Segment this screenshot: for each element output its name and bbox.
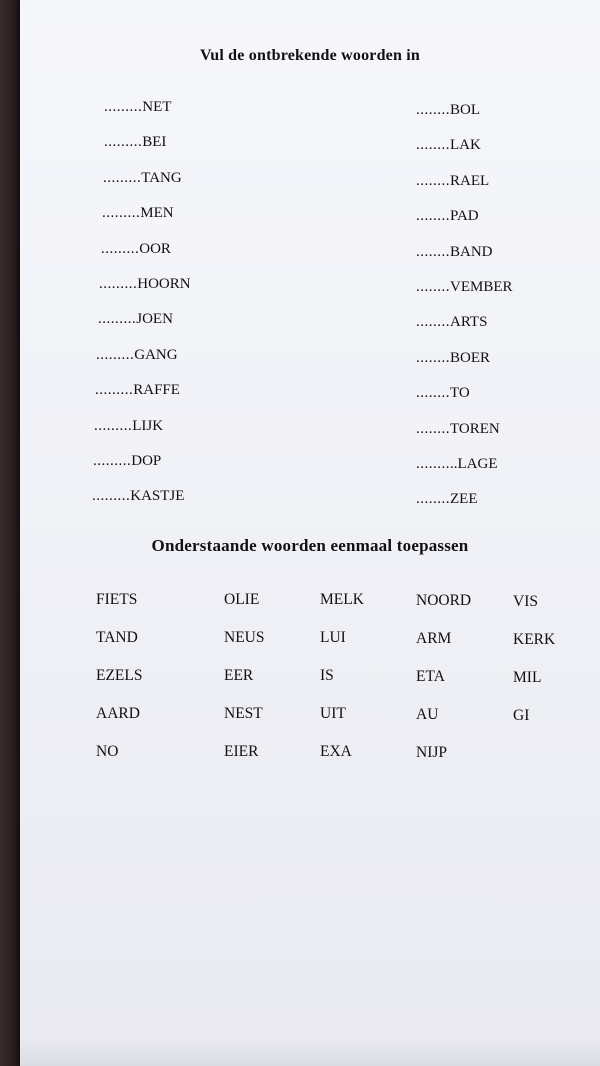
blank-dots: ........ <box>416 137 450 154</box>
paper-shadow <box>20 1038 600 1066</box>
word-bank-item: ETA <box>416 668 445 685</box>
blank-dots: ......... <box>103 169 142 186</box>
blank-item <box>92 381 191 416</box>
word-suffix: DOP <box>131 452 162 469</box>
word-suffix: BEI <box>142 134 167 151</box>
word-bank <box>96 590 573 780</box>
blank-dots: ........ <box>416 102 450 118</box>
word-suffix: BOER <box>450 349 491 366</box>
blank-dots: ........ <box>416 420 450 437</box>
blank-item <box>92 98 191 133</box>
word-suffix: KASTJE <box>130 488 185 505</box>
word-suffix: ..LAGE <box>450 455 498 472</box>
blank-dots: ........ <box>416 314 450 331</box>
word-bank-item: NOORD <box>416 592 472 609</box>
word-bank-item: NEST <box>224 705 263 722</box>
word-suffix: LAK <box>450 137 481 154</box>
word-bank-item: TAND <box>96 629 138 646</box>
word-suffix: NET <box>142 99 172 115</box>
blank-dots: ......... <box>93 452 132 469</box>
word-suffix: RAEL <box>450 172 490 189</box>
blank-dots: ........ <box>416 491 450 508</box>
word-bank-item: MIL <box>513 669 542 686</box>
blank-item <box>92 487 191 522</box>
word-bank-item: NIJP <box>416 744 448 761</box>
word-suffix: RAFFE <box>133 382 180 399</box>
blank-item <box>92 452 191 487</box>
blank-item <box>92 275 191 310</box>
word-bank-item: EZELS <box>96 667 143 684</box>
blank-dots: ......... <box>99 275 138 292</box>
blank-item <box>92 417 191 452</box>
word-suffix: ZEE <box>450 491 478 508</box>
word-bank-item: MELK <box>320 591 364 608</box>
word-bank-item: GI <box>513 707 530 724</box>
word-suffix: PAD <box>450 208 479 225</box>
blank-dots: ......... <box>104 99 143 115</box>
word-suffix: BAND <box>450 243 493 260</box>
word-bank-item: LUI <box>320 629 346 646</box>
word-suffix: JOEN <box>136 311 173 328</box>
word-bank-item: VIS <box>513 593 538 610</box>
blank-dots: ........ <box>416 455 450 472</box>
blank-item <box>416 349 513 384</box>
blank-dots: ......... <box>92 488 131 505</box>
blank-item <box>416 455 513 490</box>
right-blanks-column <box>416 101 513 526</box>
blank-item <box>92 204 191 239</box>
blank-dots: ......... <box>102 205 141 222</box>
blank-item <box>416 207 513 242</box>
blank-item <box>416 384 513 419</box>
word-bank-item: OLIE <box>224 591 260 608</box>
blank-item <box>416 172 513 207</box>
blank-dots: ........ <box>416 172 450 189</box>
word-bank-item: AU <box>416 706 439 723</box>
word-suffix: ARTS <box>450 314 488 331</box>
blank-dots: ........ <box>416 385 450 402</box>
blank-dots: ........ <box>416 208 450 225</box>
word-bank-item: FIETS <box>96 591 138 608</box>
word-bank-item: EER <box>224 667 254 684</box>
blank-item <box>92 133 191 168</box>
blank-item <box>92 169 191 204</box>
worksheet-title: Vul de ontbrekende woorden in <box>199 47 421 64</box>
word-bank-item: NEUS <box>224 629 265 646</box>
word-suffix: VEMBER <box>450 278 513 295</box>
blank-dots: ........ <box>416 278 450 295</box>
word-suffix: TO <box>450 385 470 402</box>
blank-item <box>416 313 513 348</box>
blank-item <box>92 240 191 275</box>
blank-dots: ......... <box>101 240 140 257</box>
blank-item <box>416 136 513 171</box>
blank-dots: ......... <box>98 311 137 328</box>
word-suffix: LIJK <box>132 417 164 434</box>
blank-dots: ......... <box>96 346 135 363</box>
left-blanks-column <box>92 98 191 523</box>
word-suffix: MEN <box>140 205 174 222</box>
word-suffix: TANG <box>141 169 182 186</box>
blank-dots: ........ <box>416 243 450 260</box>
word-bank-item: UIT <box>320 705 346 722</box>
word-bank-title: Onderstaande woorden eenmaal toepassen <box>151 536 469 555</box>
word-bank-item: EIER <box>224 743 259 760</box>
word-suffix: OOR <box>139 240 171 257</box>
word-suffix: TOREN <box>450 420 500 437</box>
blank-item <box>416 420 513 455</box>
word-bank-item: NO <box>96 743 119 760</box>
word-bank-item: EXA <box>320 743 352 760</box>
blank-dots: ........ <box>416 349 450 366</box>
word-bank-item: ARM <box>416 630 452 647</box>
blank-item <box>416 490 513 525</box>
blank-item <box>416 278 513 313</box>
blank-item <box>92 346 191 381</box>
blank-dots: ......... <box>95 382 134 399</box>
word-bank-item: IS <box>320 667 334 684</box>
word-suffix: HOORN <box>137 275 191 292</box>
word-suffix: BOL <box>450 102 480 118</box>
blank-item <box>416 101 513 136</box>
word-bank-item: KERK <box>513 631 556 648</box>
blank-item <box>92 310 191 345</box>
word-suffix: GANG <box>134 346 178 363</box>
blank-dots: ......... <box>104 134 143 151</box>
worksheet-paper <box>20 0 600 1066</box>
blank-dots: ......... <box>94 417 133 434</box>
blank-item <box>416 243 513 278</box>
word-bank-item: AARD <box>96 705 140 722</box>
